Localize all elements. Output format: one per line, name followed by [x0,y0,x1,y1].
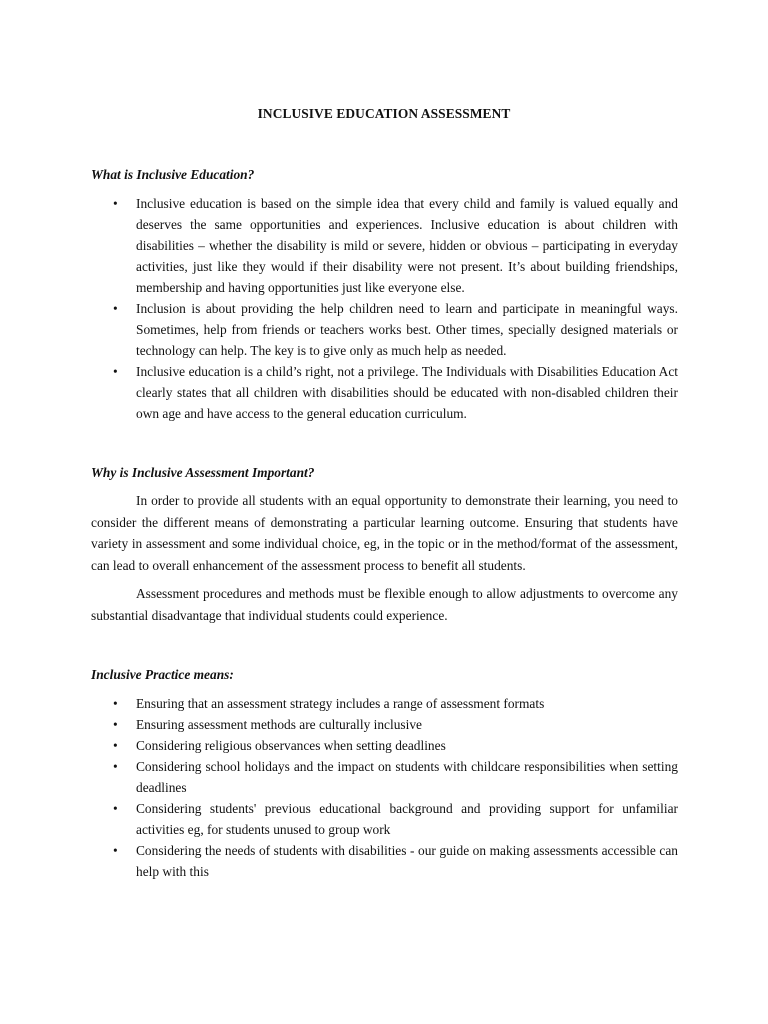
bullet-item: • Considering religious observances when setting deadlines [91,735,678,756]
inclusive-practice-bullet-list [91,693,678,882]
bullet-item: • Ensuring that an assessment strategy includes a range of assessment formats [91,693,678,714]
section-heading-why-inclusive-assessment: Why is Inclusive Assessment Important? [91,465,315,480]
paragraph: Assessment procedures and methods must be flexible enough to allow adjustments to overcome any substantial disadvantage that individual students could experience. [91,586,678,623]
bullet-item: • Inclusion is about providing the help children need to learn and participate in meaningful ways. Sometimes, help from friends or teachers works best. Other times, specially designed materials or technology can help. The key is to give only as much help as needed. [91,298,678,361]
section-heading-inclusive-practice: Inclusive Practice means: [91,667,234,682]
bullet-item: • Inclusive education is a child’s right, not a privilege. The Individuals with Disabilities Education Act clearly states that all children with disabilities should be educated with non-disabled children their own age and have access to the general education curriculum. [91,361,678,424]
inclusive-education-bullet-list [91,193,678,424]
bullet-item: • Considering school holidays and the impact on students with childcare responsibilities when setting deadlines [91,756,678,798]
paragraph: In order to provide all students with an equal opportunity to demonstrate their learning, you need to consider the different means of demonstrating a particular learning outcome. Ensuring that students have variety in assessment and some individual choice, eg, in the topic or in the method/format of the assessment, can lead to overall enhancement of the assessment process to benefit all students. [91,493,678,573]
document-title: INCLUSIVE EDUCATION ASSESSMENT [257,106,511,121]
bullet-item: • Inclusive education is based on the simple idea that every child and family is valued equally and deserves the same opportunities and experiences. Inclusive education is about children with disabilities – whether the disability is mild or severe, hidden or obvious – participating in everyday activities, just like they would if their disability were not present. It’s about building friendships, membership and having opportunities just like everyone else. [91,193,678,298]
bullet-item: • Considering students' previous educational background and providing support for unfamiliar activities eg, for students unused to group work [91,798,678,840]
bullet-item: • Ensuring assessment methods are culturally inclusive [91,714,678,735]
bullet-item: • Considering the needs of students with disabilities - our guide on making assessments accessible can help with this [91,840,678,882]
section-heading-what-is-inclusive-education: What is Inclusive Education? [91,167,255,182]
